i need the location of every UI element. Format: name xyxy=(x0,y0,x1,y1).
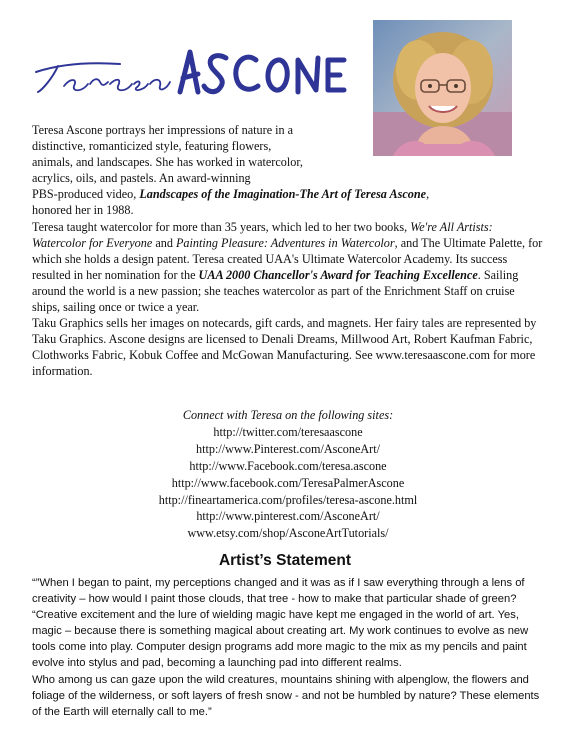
bio-text: honored her in 1988. xyxy=(32,203,134,218)
teresa-ascone-logo xyxy=(30,34,350,114)
link-fineartamerica[interactable]: http://fineartamerica.com/profiles/teresa-ascone.html xyxy=(158,492,418,507)
artist-statement xyxy=(32,575,544,720)
bio-line: animals, and landscapes. She has worked in watercolor, xyxy=(32,155,303,170)
bio-text: , and The Ultimate Palette, for which she holds a design patent. Teresa created UAA's Ultimate Watercolor Academy. Its success resulted in her nomination for the xyxy=(32,235,543,282)
book-title: We're All Artists: Watercolor for Everyone xyxy=(32,219,493,250)
link-pinterest-2[interactable]: http://www.pinterest.com/AsconeArt/ xyxy=(196,509,380,524)
biography xyxy=(32,122,544,380)
award-title: UAA 2000 Chancellor's Award for Teaching Excellence xyxy=(198,267,478,282)
bio-paragraph-3: Taku Graphics sells her images on notecards, gift cards, and magnets. Her fairy tales are represented by Taku Graphics. Ascone designs are licensed to Denali Dreams, Millwood Art, Robert Kaufman Fabric, Clothworks Fabric, Kobuk Coffee and McGowan Manufacturing. See www.teresaascone.com for more information. xyxy=(32,316,537,379)
statement-paragraph-3: Who among us can gaze upon the wild creatures, mountains shining with alpenglow, the flowers and foliage of the wilderness, or soft layers of fresh snow - and not be humbled by nature? These elements of the Earth will eternally call to me.” xyxy=(32,673,540,718)
link-twitter[interactable]: http://twitter.com/teresaascone xyxy=(213,424,363,439)
video-title: Landscapes of the Imagination-The Art of Teresa Ascone xyxy=(139,187,427,202)
statement-paragraph-1: “”When I began to paint, my perceptions changed and it was as if I saw everything through a lens of creativity – how would I paint those clouds, that tree - how to make that particular shade of green? xyxy=(32,577,525,606)
bio-text: and xyxy=(152,235,176,250)
statement-title: Artist’s Statement xyxy=(218,552,352,569)
bio-paragraph-1 xyxy=(32,122,544,219)
bio-text: , xyxy=(426,187,430,202)
bio-line: acrylics, oils, and pastels. An award-winning xyxy=(32,171,251,186)
bio-text: PBS-produced video, xyxy=(32,187,140,202)
link-etsy[interactable]: www.etsy.com/shop/AsconeArtTutorials/ xyxy=(187,526,389,541)
book-title: Painting Pleasure: Adventures in Watercolor xyxy=(175,235,395,250)
statement-paragraph-2: “Creative excitement and the lure of wielding magic have kept me engaged in the world of art. Yes, magic – because there is something magical about creating art. My work continues to evolve as new tools come into play. Computer design programs add more magic to the mix as my pencils and paint evolve into stylus and pad, becoming a launching pad into different realms. xyxy=(32,609,529,670)
bio-paragraph-2 xyxy=(32,219,544,316)
link-facebook[interactable]: http://www.Facebook.com/teresa.ascone xyxy=(189,458,387,473)
bio-text: Teresa taught watercolor for more than 35 years, which led to her two books, xyxy=(32,219,411,234)
connect-heading: Connect with Teresa on the following sites: xyxy=(182,408,394,422)
bio-text: . Sailing around the world is a new passion; she teaches watercolor as part of the Enrichment Staff on cruise ships, sailing once or twice a year. xyxy=(32,267,519,315)
bio-line: distinctive, romanticized style, featuring flowers, xyxy=(32,139,272,154)
bio-line: Teresa Ascone portrays her impressions of nature in a xyxy=(32,123,294,137)
connect-section xyxy=(32,407,544,542)
link-facebook-2[interactable]: http://www.facebook.com/TeresaPalmerAscone xyxy=(171,475,405,490)
link-pinterest[interactable]: http://www.Pinterest.com/AsconeArt/ xyxy=(195,441,381,456)
